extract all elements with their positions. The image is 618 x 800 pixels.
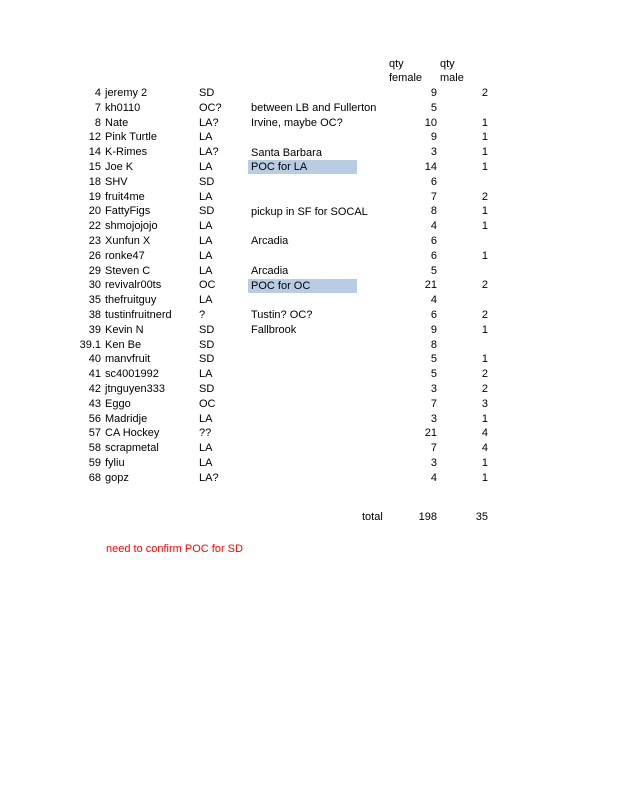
row-number: 30: [88, 279, 101, 292]
row-name: jeremy 2: [105, 87, 148, 99]
row-qty-male: 1: [481, 353, 488, 366]
table-row: [0, 145, 618, 160]
row-note: [248, 86, 357, 100]
row-number: 23: [88, 234, 101, 247]
row-region: LA?: [199, 116, 219, 129]
row-note: [248, 412, 357, 426]
row-note: POC for OC: [248, 279, 357, 293]
row-note: [248, 294, 357, 308]
row-qty-female: 6: [430, 175, 437, 188]
row-name: shmojojojo: [105, 220, 158, 233]
row-note: [248, 338, 357, 352]
total-female: 198: [418, 511, 437, 523]
row-qty-female: 4: [430, 220, 437, 233]
row-number: 43: [88, 397, 101, 410]
table-row: [0, 471, 618, 486]
row-qty-female: 3: [430, 412, 437, 425]
row-qty-male: 3: [481, 397, 488, 410]
row-note: [248, 368, 357, 382]
table-row: [0, 397, 618, 412]
row-name: jtnguyen333: [105, 382, 165, 395]
row-note: [248, 249, 357, 263]
row-name: fruit4me: [105, 190, 145, 203]
row-region: LA?: [199, 146, 219, 159]
row-name: K-Rimes: [105, 146, 148, 159]
row-region: LA?: [199, 471, 219, 484]
table-row: [0, 264, 618, 279]
row-qty-female: 5: [430, 101, 437, 114]
row-region: SD: [199, 353, 215, 366]
row-qty-female: 21: [424, 427, 437, 440]
table-row: [0, 456, 618, 471]
row-qty-male: 1: [481, 220, 488, 233]
row-qty-male: 1: [481, 249, 488, 262]
row-number: 26: [88, 249, 101, 262]
row-number: 42: [88, 382, 101, 395]
row-qty-male: 2: [481, 368, 488, 381]
row-name: revivalr00ts: [105, 279, 162, 292]
row-qty-female: 9: [430, 87, 437, 99]
row-region: LA: [199, 294, 213, 307]
header-qty-male: [440, 57, 464, 85]
row-region: LA: [199, 160, 213, 173]
data-rows: [0, 86, 618, 486]
table-row: [0, 352, 618, 367]
table-row: [0, 338, 618, 353]
row-name: Nate: [105, 116, 129, 129]
row-note: [248, 397, 357, 411]
row-note: [248, 353, 357, 367]
row-number: 19: [88, 190, 101, 203]
row-qty-female: 4: [430, 471, 437, 484]
header-female-line2: female: [389, 72, 423, 84]
row-note: Fallbrook: [251, 324, 297, 337]
row-qty-male: 1: [481, 131, 488, 144]
row-note: Santa Barbara: [251, 146, 322, 159]
row-name: Joe K: [105, 160, 134, 173]
row-number: 22: [88, 220, 101, 233]
row-number: 56: [88, 412, 101, 425]
total-male: 35: [475, 511, 488, 523]
row-number: 39.1: [79, 338, 101, 351]
total-label: total: [362, 511, 383, 523]
row-number: 20: [88, 205, 101, 218]
row-name: kh0110: [105, 101, 141, 114]
row-qty-female: 9: [430, 323, 437, 336]
row-note: POC for LA: [248, 160, 357, 174]
header-qty-female: [389, 57, 422, 85]
table-row: [0, 160, 618, 175]
row-note: Tustin? OC?: [251, 309, 313, 322]
row-qty-female: 5: [430, 368, 437, 381]
row-note: [248, 190, 357, 204]
row-note: pickup in SF for SOCAL: [251, 205, 368, 218]
row-note: Arcadia: [251, 235, 289, 248]
row-qty-male: 2: [481, 190, 488, 203]
table-row: [0, 130, 618, 145]
row-number: 8: [94, 116, 101, 129]
row-region: OC: [199, 279, 216, 292]
row-qty-male: 1: [481, 471, 488, 484]
row-region: SD: [199, 382, 215, 395]
table-row: [0, 426, 618, 441]
table-row: [0, 278, 618, 293]
row-qty-male: 1: [481, 160, 488, 173]
header-male-line2: male: [440, 72, 464, 84]
row-qty-male: 1: [481, 323, 488, 336]
row-number: 39: [88, 323, 101, 336]
row-name: Pink Turtle: [105, 131, 157, 144]
row-region: LA: [199, 368, 213, 381]
row-region: ??: [199, 427, 212, 440]
table-row: [0, 308, 618, 323]
row-name: SHV: [105, 175, 128, 188]
row-region: LA: [199, 264, 213, 277]
row-qty-male: 1: [481, 456, 488, 469]
table-row: [0, 382, 618, 397]
header-male-line1: qty: [440, 58, 455, 70]
row-note: [248, 220, 357, 234]
row-name: Steven C: [105, 264, 151, 277]
row-note: between LB and Fullerton: [251, 102, 377, 115]
row-number: 7: [94, 101, 101, 114]
row-number: 38: [88, 308, 101, 321]
table-row: [0, 293, 618, 308]
row-region: ?: [199, 308, 206, 321]
row-region: SD: [199, 338, 215, 351]
row-name: Eggo: [105, 397, 131, 410]
row-name: ronke47: [105, 249, 145, 262]
row-qty-female: 7: [430, 442, 437, 455]
row-qty-female: 3: [430, 456, 437, 469]
row-name: gopz: [105, 471, 129, 484]
row-region: LA: [199, 442, 213, 455]
row-qty-female: 9: [430, 131, 437, 144]
row-name: Kevin N: [105, 323, 144, 336]
row-number: 35: [88, 294, 101, 307]
row-region: SD: [199, 205, 215, 218]
table-row: [0, 249, 618, 264]
row-number: 12: [88, 131, 101, 144]
row-qty-female: 8: [430, 205, 437, 218]
footnote-text: need to confirm POC for SD: [106, 543, 243, 555]
row-qty-female: 14: [424, 160, 437, 173]
row-note: [248, 427, 357, 441]
row-qty-female: 21: [424, 279, 437, 292]
row-name: Madridje: [105, 412, 148, 425]
row-qty-male: 2: [481, 279, 488, 292]
row-qty-male: 4: [481, 442, 488, 455]
row-qty-female: 6: [430, 308, 437, 321]
row-qty-female: 6: [430, 234, 437, 247]
table-row: [0, 204, 618, 219]
table-row: [0, 175, 618, 190]
row-qty-female: 7: [430, 397, 437, 410]
row-note: [248, 442, 357, 456]
row-region: SD: [199, 175, 215, 188]
row-region: LA: [199, 131, 213, 144]
table-row: [0, 367, 618, 382]
row-number: 15: [88, 160, 101, 173]
row-number: 57: [88, 427, 101, 440]
row-qty-male: 1: [481, 205, 488, 218]
row-qty-female: 8: [430, 338, 437, 351]
table-row: [0, 101, 618, 116]
row-region: LA: [199, 249, 213, 262]
row-region: LA: [199, 220, 213, 233]
row-qty-female: 7: [430, 190, 437, 203]
row-qty-male: 2: [481, 382, 488, 395]
table-row: [0, 219, 618, 234]
row-name: CA Hockey: [105, 427, 160, 440]
row-note: Arcadia: [251, 264, 289, 277]
row-name: tustinfruitnerd: [105, 308, 172, 321]
row-number: 14: [88, 146, 101, 159]
table-row: [0, 190, 618, 205]
row-name: Xunfun X: [105, 234, 151, 247]
row-qty-male: 4: [481, 427, 488, 440]
row-region: OC: [199, 397, 216, 410]
row-region: SD: [199, 87, 215, 99]
table-row: [0, 234, 618, 249]
row-name: sc4001992: [105, 368, 159, 381]
row-name: Ken Be: [105, 338, 142, 351]
row-number: 59: [88, 456, 101, 469]
row-qty-female: 6: [430, 249, 437, 262]
header-female-line1: qty: [389, 58, 404, 70]
table-row: [0, 86, 618, 101]
row-qty-female: 5: [430, 264, 437, 277]
row-region: LA: [199, 456, 213, 469]
row-region: OC?: [199, 101, 222, 114]
row-note: [248, 175, 357, 189]
row-note: Irvine, maybe OC?: [251, 116, 343, 129]
table-row: [0, 412, 618, 427]
row-region: LA: [199, 190, 213, 203]
row-qty-female: 10: [424, 116, 437, 129]
table-row: [0, 116, 618, 131]
row-name: thefruitguy: [105, 294, 157, 307]
row-number: 41: [88, 368, 101, 381]
row-name: fyliu: [105, 456, 125, 469]
row-region: LA: [199, 234, 213, 247]
row-number: 68: [88, 471, 101, 484]
row-qty-male: 2: [481, 308, 488, 321]
row-qty-female: 3: [430, 382, 437, 395]
row-qty-female: 3: [430, 146, 437, 159]
table-row: [0, 441, 618, 456]
row-note: [248, 382, 357, 396]
row-name: manvfruit: [105, 353, 151, 366]
row-number: 58: [88, 442, 101, 455]
row-number: 40: [88, 353, 101, 366]
row-qty-male: 1: [481, 116, 488, 129]
row-qty-male: 1: [481, 146, 488, 159]
row-name: FattyFigs: [105, 205, 151, 218]
row-note: [248, 456, 357, 470]
row-region: SD: [199, 323, 215, 336]
row-qty-female: 4: [430, 294, 437, 307]
row-qty-female: 5: [430, 353, 437, 366]
row-number: 4: [94, 87, 101, 99]
row-qty-male: 2: [481, 87, 488, 99]
row-number: 29: [88, 264, 101, 277]
row-number: 18: [88, 175, 101, 188]
row-name: scrapmetal: [105, 442, 159, 455]
row-qty-male: 1: [481, 412, 488, 425]
row-note: [248, 131, 357, 145]
row-note: [248, 471, 357, 485]
table-row: [0, 323, 618, 338]
row-region: LA: [199, 412, 213, 425]
